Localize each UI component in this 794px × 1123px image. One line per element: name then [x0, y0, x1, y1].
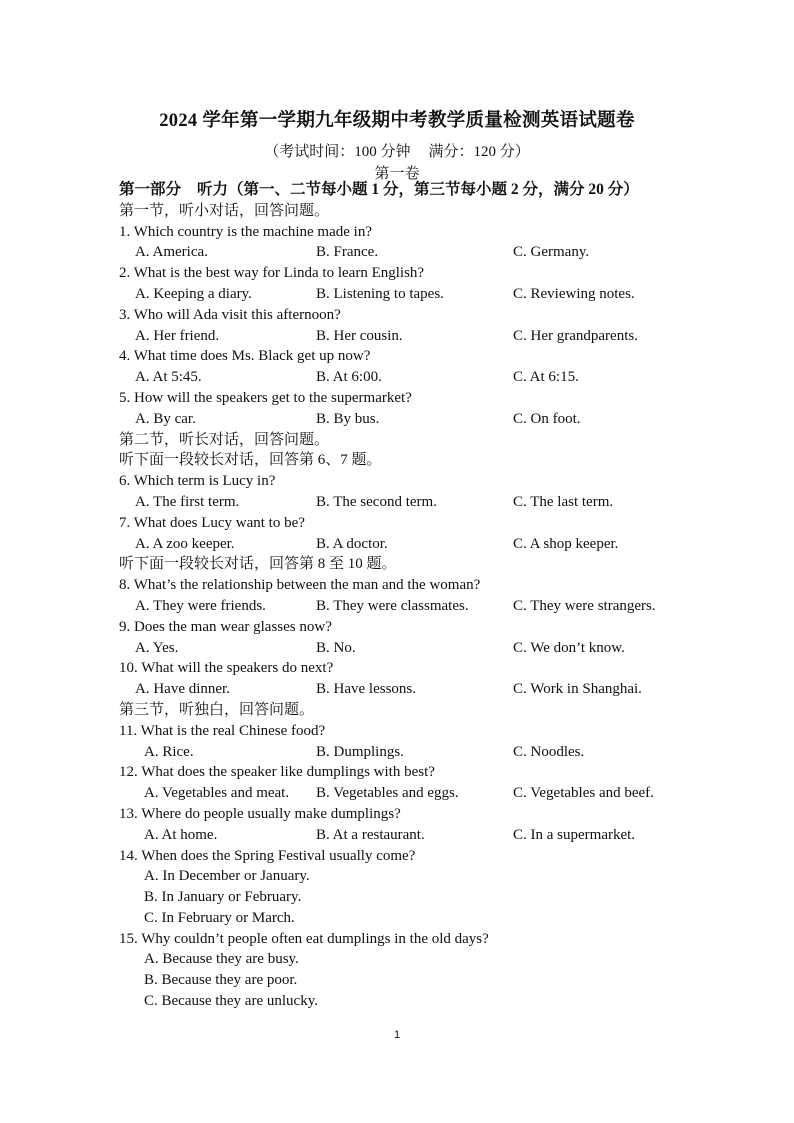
option-c: C. In February or March.	[144, 909, 295, 926]
option-c: C. Reviewing notes.	[513, 285, 635, 302]
option-c: C. Noodles.	[513, 743, 585, 760]
part-description: 听力（第一、二节每小题 1 分，第三节每小题 2 分，满分 20 分）	[197, 181, 639, 198]
option-b: B. Vegetables and eggs.	[316, 785, 459, 802]
options-4	[119, 367, 739, 388]
option-a: A. A zoo keeper.	[135, 535, 235, 552]
options-6	[119, 492, 739, 513]
option-a: A. Because they are busy.	[144, 951, 299, 968]
question-9: 9. Does the man wear glasses now?	[119, 618, 332, 635]
option-c: C. At 6:15.	[513, 369, 579, 386]
option-b: B. By bus.	[316, 410, 380, 427]
option-a: A. At home.	[144, 826, 218, 843]
option-b: B. Have lessons.	[316, 681, 416, 698]
options-8	[119, 596, 739, 617]
option-b: B. No.	[316, 639, 356, 656]
option-c: C. They were strangers.	[513, 597, 656, 614]
option-a: A. Her friend.	[135, 327, 220, 344]
question-6: 6. Which term is Lucy in?	[119, 473, 276, 490]
option-a: A. Have dinner.	[135, 681, 230, 698]
option-c: C. The last term.	[513, 493, 614, 510]
score-info: 满分：120 分）	[428, 144, 530, 160]
question-15: 15. Why couldn’t people often eat dumplings in the old days?	[119, 930, 489, 947]
question-13: 13. Where do people usually make dumplings?	[119, 805, 401, 822]
options-7	[119, 534, 739, 555]
options-3	[119, 326, 739, 347]
options-1	[119, 242, 739, 263]
question-2: 2. What is the best way for Linda to learn English?	[119, 265, 425, 282]
options-12	[119, 783, 739, 804]
option-b: B. They were classmates.	[316, 597, 469, 614]
exam-content	[119, 180, 739, 1012]
question-11: 11. What is the real Chinese food?	[119, 722, 326, 739]
option-a: A. Yes.	[135, 639, 179, 656]
option-a: A. America.	[135, 244, 208, 261]
option-a: A. In December or January.	[144, 868, 310, 885]
options-11	[119, 742, 739, 763]
option-a: A. Rice.	[144, 743, 194, 760]
option-a: A. Keeping a diary.	[135, 285, 252, 302]
option-a: A. They were friends.	[135, 597, 266, 614]
option-b: B. Her cousin.	[316, 327, 403, 344]
page-number: 1	[393, 1029, 401, 1041]
option-c: C. Germany.	[513, 244, 590, 261]
option-b: B. Listening to tapes.	[316, 285, 444, 302]
option-c: C. In a supermarket.	[513, 826, 636, 843]
option-c: C. Her grandparents.	[513, 327, 638, 344]
options-10	[119, 679, 739, 700]
volume-label: 第一卷	[374, 166, 420, 182]
option-b: B. In January or February.	[144, 889, 302, 906]
question-5: 5. How will the speakers get to the supermarket?	[119, 389, 412, 406]
question-1: 1. Which country is the machine made in?	[119, 223, 372, 240]
question-14: 14. When does the Spring Festival usually come?	[119, 847, 416, 864]
option-c: C. A shop keeper.	[513, 535, 619, 552]
question-8: 8. What’s the relationship between the man and the woman?	[119, 577, 481, 594]
section-intro-8-10: 听下面一段较长对话，回答第 8 至 10 题。	[119, 556, 397, 573]
section-heading-1: 第一节，听小对话，回答问题。	[119, 202, 330, 219]
option-c: C. Vegetables and beef.	[513, 785, 654, 802]
options-2	[119, 284, 739, 305]
option-a: A. By car.	[135, 410, 196, 427]
option-c: C. On foot.	[513, 410, 581, 427]
option-c: C. Work in Shanghai.	[513, 681, 642, 698]
options-13	[119, 825, 739, 846]
exam-info	[0, 140, 794, 161]
section-heading-2: 第二节，听长对话，回答问题。	[119, 431, 330, 448]
option-b: B. Because they are poor.	[144, 972, 298, 989]
option-a: A. At 5:45.	[135, 369, 202, 386]
option-b: B. France.	[316, 244, 379, 261]
option-a: A. Vegetables and meat.	[144, 785, 290, 802]
page-title: 2024 学年第一学期九年级期中考教学质量检测英语试题卷	[159, 111, 635, 131]
option-c: C. Because they are unlucky.	[144, 993, 318, 1010]
part-heading	[119, 180, 739, 201]
option-a: A. The first term.	[135, 493, 240, 510]
option-b: B. Dumplings.	[316, 743, 404, 760]
part-label: 第一部分	[119, 181, 182, 198]
option-b: B. At 6:00.	[316, 369, 382, 386]
option-b: B. The second term.	[316, 493, 437, 510]
section-heading-3: 第三节，听独白，回答问题。	[119, 701, 315, 718]
question-7: 7. What does Lucy want to be?	[119, 514, 305, 531]
options-9	[119, 638, 739, 659]
question-10: 10. What will the speakers do next?	[119, 660, 334, 677]
option-b: B. A doctor.	[316, 535, 388, 552]
option-b: B. At a restaurant.	[316, 826, 425, 843]
question-3: 3. Who will Ada visit this afternoon?	[119, 306, 341, 323]
options-5	[119, 409, 739, 430]
question-12: 12. What does the speaker like dumplings with best?	[119, 764, 435, 781]
section-intro-6-7: 听下面一段较长对话，回答第 6、7 题。	[119, 452, 382, 469]
time-info: （考试时间：100 分钟	[264, 144, 411, 160]
question-4: 4. What time does Ms. Black get up now?	[119, 348, 371, 365]
option-c: C. We don’t know.	[513, 639, 625, 656]
